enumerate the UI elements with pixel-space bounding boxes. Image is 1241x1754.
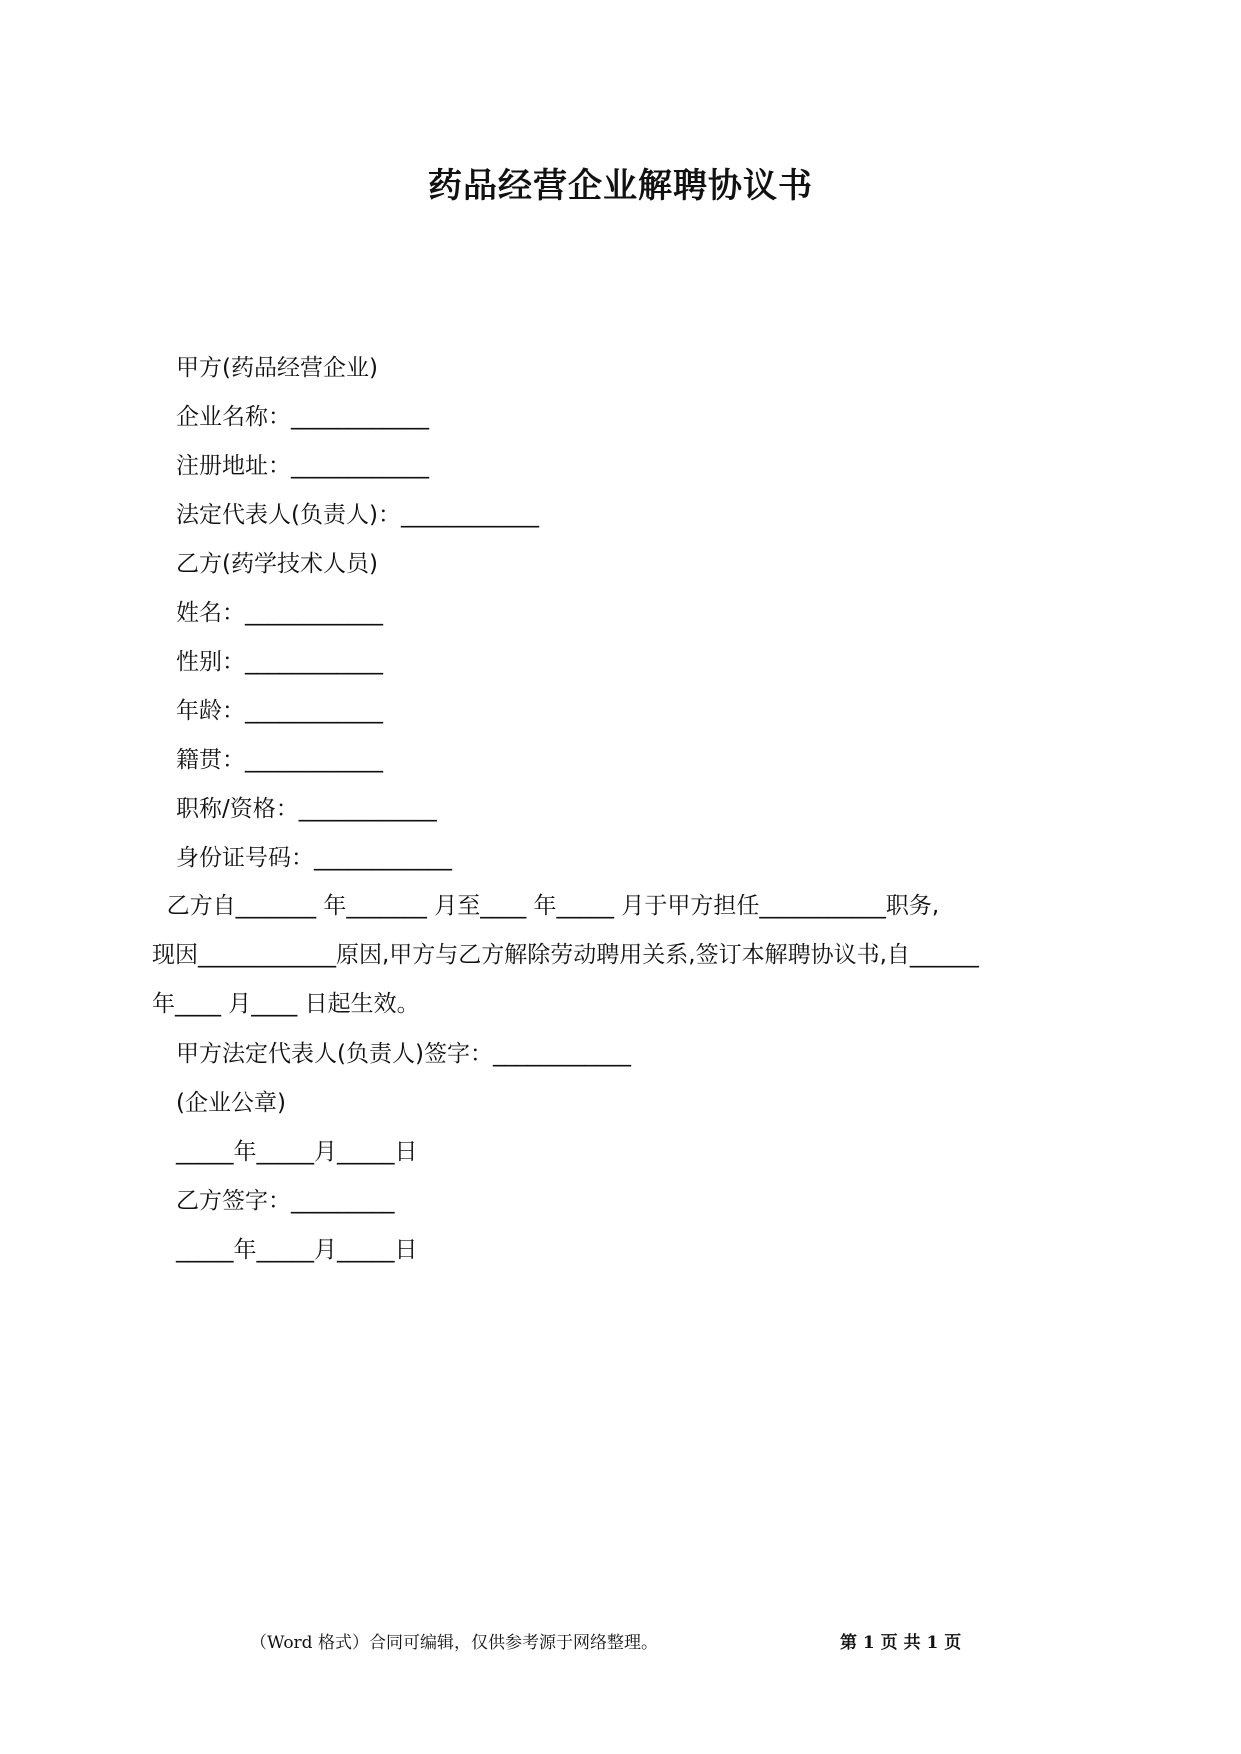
gender-field: 性别：____________ — [176, 649, 383, 675]
footer-page-number: 第 1 页 共 1 页 — [840, 1633, 962, 1653]
footer-note: （Word 格式）合同可编辑，仅供参考源于网络整理。 — [250, 1633, 658, 1653]
party-b-date-line: _____年_____月_____日 — [176, 1237, 418, 1263]
dismissal-paragraph-line-1: 乙方自_______ 年_______ 月至____ 年_____ 月于甲方担任___________职务, — [152, 893, 940, 919]
party-a-heading: 甲方(药品经营企业) — [176, 355, 378, 381]
title-qualification-field: 职称/资格：____________ — [176, 796, 437, 822]
company-name-field: 企业名称：____________ — [176, 404, 429, 430]
age-field: 年龄：____________ — [176, 698, 383, 724]
company-seal-label: (企业公章) — [176, 1090, 286, 1116]
native-place-field: 籍贯：____________ — [176, 747, 383, 773]
party-b-signature-line: 乙方签字：_________ — [176, 1188, 395, 1214]
party-b-heading: 乙方(药学技术人员) — [176, 551, 378, 577]
id-number-field: 身份证号码：____________ — [176, 845, 452, 871]
registered-address-field: 注册地址：____________ — [176, 453, 429, 479]
dismissal-paragraph-line-3: 年____ 月____ 日起生效。 — [152, 991, 420, 1017]
document-title: 药品经营企业解聘协议书 — [428, 166, 813, 206]
dismissal-paragraph-line-2: 现因____________原因,甲方与乙方解除劳动聘用关系,签订本解聘协议书,自______ — [152, 942, 979, 968]
party-a-date-line: _____年_____月_____日 — [176, 1139, 418, 1165]
party-a-signature-line: 甲方法定代表人(负责人)签字：____________ — [176, 1041, 631, 1067]
legal-representative-field: 法定代表人(负责人)：____________ — [176, 502, 539, 528]
name-field: 姓名：____________ — [176, 600, 383, 626]
